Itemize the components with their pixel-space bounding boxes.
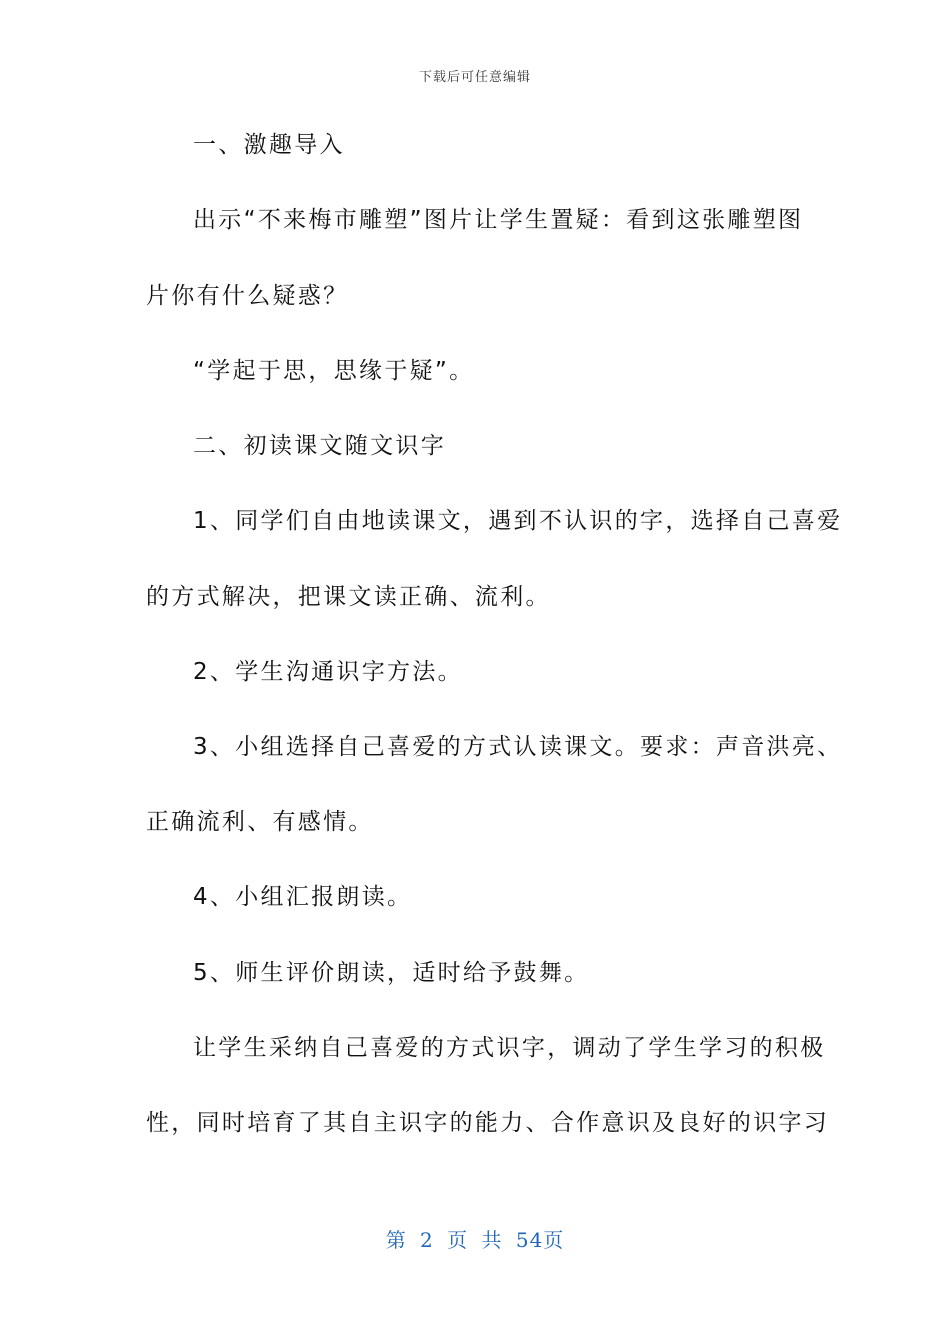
paragraph-line: 出示“不来梅市雕塑”图片让学生置疑：看到这张雕塑图 <box>193 207 804 233</box>
paragraph-line: “学起于思，思缘于疑”。 <box>193 358 475 384</box>
paragraph-line: 性，同时培育了其自主识字的能力、合作意识及良好的识字习 <box>146 1110 830 1136</box>
page-footer-page-number: 第 2 页 共 54页 <box>385 1228 565 1252</box>
page-header: 下载后可任意编辑 <box>418 70 531 85</box>
section-heading: 二、初读课文随文识字 <box>193 433 446 459</box>
paragraph-line: 5、师生评价朗读，适时给予鼓舞。 <box>193 960 590 986</box>
paragraph-line: 片你有什么疑惑？ <box>146 283 349 309</box>
paragraph-line: 的方式解决，把课文读正确、流利。 <box>146 584 551 610</box>
paragraph-line: 4、小组汇报朗读。 <box>193 884 413 910</box>
paragraph-line: 2、学生沟通识字方法。 <box>193 659 463 685</box>
section-heading: 一、激趣导入 <box>193 132 345 158</box>
paragraph-line: 正确流利、有感情。 <box>146 809 374 835</box>
paragraph-line: 1、同学们自由地读课文，遇到不认识的字，选择自己喜爱 <box>193 508 843 534</box>
paragraph-line: 让学生采纳自己喜爱的方式识字，调动了学生学习的积极 <box>193 1035 826 1061</box>
paragraph-line: 3、小组选择自己喜爱的方式认读课文。要求：声音洪亮、 <box>193 734 843 760</box>
